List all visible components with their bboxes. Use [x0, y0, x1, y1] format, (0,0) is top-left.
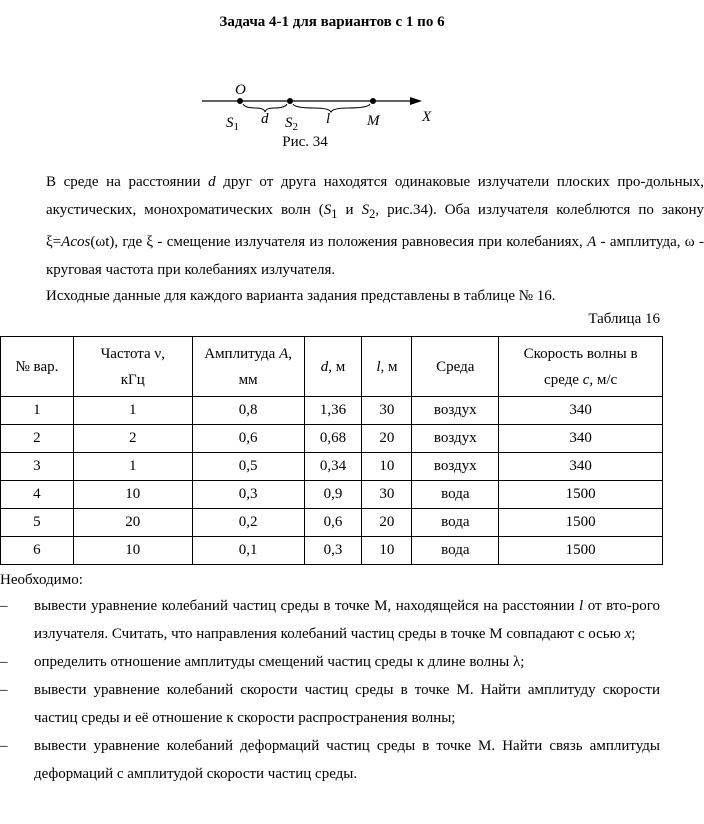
dash-bullet: –	[0, 654, 8, 670]
brace-l	[293, 104, 370, 112]
label-l: l	[326, 111, 331, 127]
task-item: – вывести уравнение колебаний частиц среды в точке М, находящейся на расстоянии l от вто-рого излучателя. Считать, что направления колебаний частиц среды в точке М совпадают с осью x;	[0, 592, 660, 648]
cell-l: 20	[362, 509, 412, 537]
cell-d: 0,6	[304, 509, 362, 537]
x-axis-arrow	[410, 97, 422, 105]
table-header-row	[1, 337, 663, 397]
cell-medium: воздух	[412, 397, 499, 425]
cell-medium: воздух	[412, 453, 499, 481]
cell-speed: 1500	[499, 509, 663, 537]
dash-bullet: –	[0, 738, 8, 754]
necessary-heading: Необходимо:	[0, 572, 83, 588]
label-s2: $S_2$	[285, 115, 298, 133]
cell-frequency: 1	[73, 397, 192, 425]
cell-variant: 1	[1, 397, 74, 425]
label-m: M	[367, 113, 380, 129]
point-s2	[287, 98, 293, 104]
cell-d: 0,68	[304, 425, 362, 453]
cell-amplitude: 0,5	[192, 453, 304, 481]
cell-amplitude: 0,8	[192, 397, 304, 425]
cell-medium: вода	[412, 509, 499, 537]
cell-medium: воздух	[412, 425, 499, 453]
cell-amplitude: 0,3	[192, 481, 304, 509]
cell-speed: 340	[499, 453, 663, 481]
table-row	[1, 481, 663, 509]
table-row	[1, 509, 663, 537]
cell-medium: вода	[412, 481, 499, 509]
header-medium: Среда	[412, 337, 499, 397]
cell-frequency: 2	[73, 425, 192, 453]
cell-speed: 340	[499, 397, 663, 425]
cell-d: 0,3	[304, 537, 362, 565]
table-caption: Таблица 16	[588, 311, 660, 327]
figure-34	[0, 70, 664, 132]
paragraph-description: В среде на расстоянии d друг от друга находятся одинаковые излучатели плоских про-дольных, акустических, монохроматических волн ($S_1$ и $S_2$, рис.34). Оба излучателя колеблются по закону ξ=Acos(ωt), где ξ - смещение излучателя из положения равновесия при колебаниях, A - амплитуда, ω - круговая частота при колебаниях излучателя.	[46, 174, 704, 278]
cell-medium: вода	[412, 537, 499, 565]
cell-variant: 2	[1, 425, 74, 453]
cell-speed: 1500	[499, 537, 663, 565]
cell-d: 0,34	[304, 453, 362, 481]
header-d: d, м	[304, 337, 362, 397]
cell-variant: 4	[1, 481, 74, 509]
header-amplitude: Амплитуда A, мм	[192, 337, 304, 397]
cell-speed: 340	[499, 425, 663, 453]
task-item: – вывести уравнение колебаний деформаций частиц среды в точке М. Найти связь амплитуды деформаций с амплитудой скорости частиц среды.	[0, 732, 660, 788]
cell-amplitude: 0,1	[192, 537, 304, 565]
header-speed: Скорость волны в среде c, м/с	[499, 337, 663, 397]
cell-variant: 5	[1, 509, 74, 537]
cell-d: 0,9	[304, 481, 362, 509]
data-table	[0, 336, 663, 565]
cell-frequency: 20	[73, 509, 192, 537]
label-x: X	[422, 109, 432, 125]
table-row	[1, 397, 663, 425]
cell-l: 30	[362, 481, 412, 509]
dash-bullet: –	[0, 682, 8, 698]
table-row	[1, 453, 663, 481]
table-row	[1, 537, 663, 565]
cell-variant: 3	[1, 453, 74, 481]
label-d: d	[261, 111, 269, 127]
cell-variant: 6	[1, 537, 74, 565]
header-frequency: Частота ν, кГц	[73, 337, 192, 397]
cell-frequency: 1	[73, 453, 192, 481]
cell-frequency: 10	[73, 537, 192, 565]
task-list	[0, 592, 660, 788]
label-s1: $S_1$	[226, 115, 239, 133]
cell-l: 10	[362, 453, 412, 481]
point-s1	[237, 98, 243, 104]
table-row	[1, 425, 663, 453]
paragraph-data-reference: Исходные данные для каждого варианта задания представлены в таблице № 16.	[46, 288, 556, 304]
header-l: l, м	[362, 337, 412, 397]
cell-amplitude: 0,6	[192, 425, 304, 453]
label-o: O	[235, 82, 246, 98]
page-title: Задача 4-1 для вариантов с 1 по 6	[219, 14, 445, 30]
cell-l: 20	[362, 425, 412, 453]
cell-l: 30	[362, 397, 412, 425]
cell-amplitude: 0,2	[192, 509, 304, 537]
task-item: – вывести уравнение колебаний скорости частиц среды в точке М. Найти амплитуду скорости частиц среды и её отношение к скорости распространения волны;	[0, 676, 660, 732]
dash-bullet: –	[0, 598, 8, 614]
task-item: – определить отношение амплитуды смещений частиц среды к длине волны λ;	[0, 648, 660, 676]
cell-frequency: 10	[73, 481, 192, 509]
point-m	[370, 98, 376, 104]
cell-l: 10	[362, 537, 412, 565]
cell-speed: 1500	[499, 481, 663, 509]
cell-d: 1,36	[304, 397, 362, 425]
figure-caption: Рис. 34	[282, 134, 328, 150]
header-variant: № вар.	[1, 337, 74, 397]
